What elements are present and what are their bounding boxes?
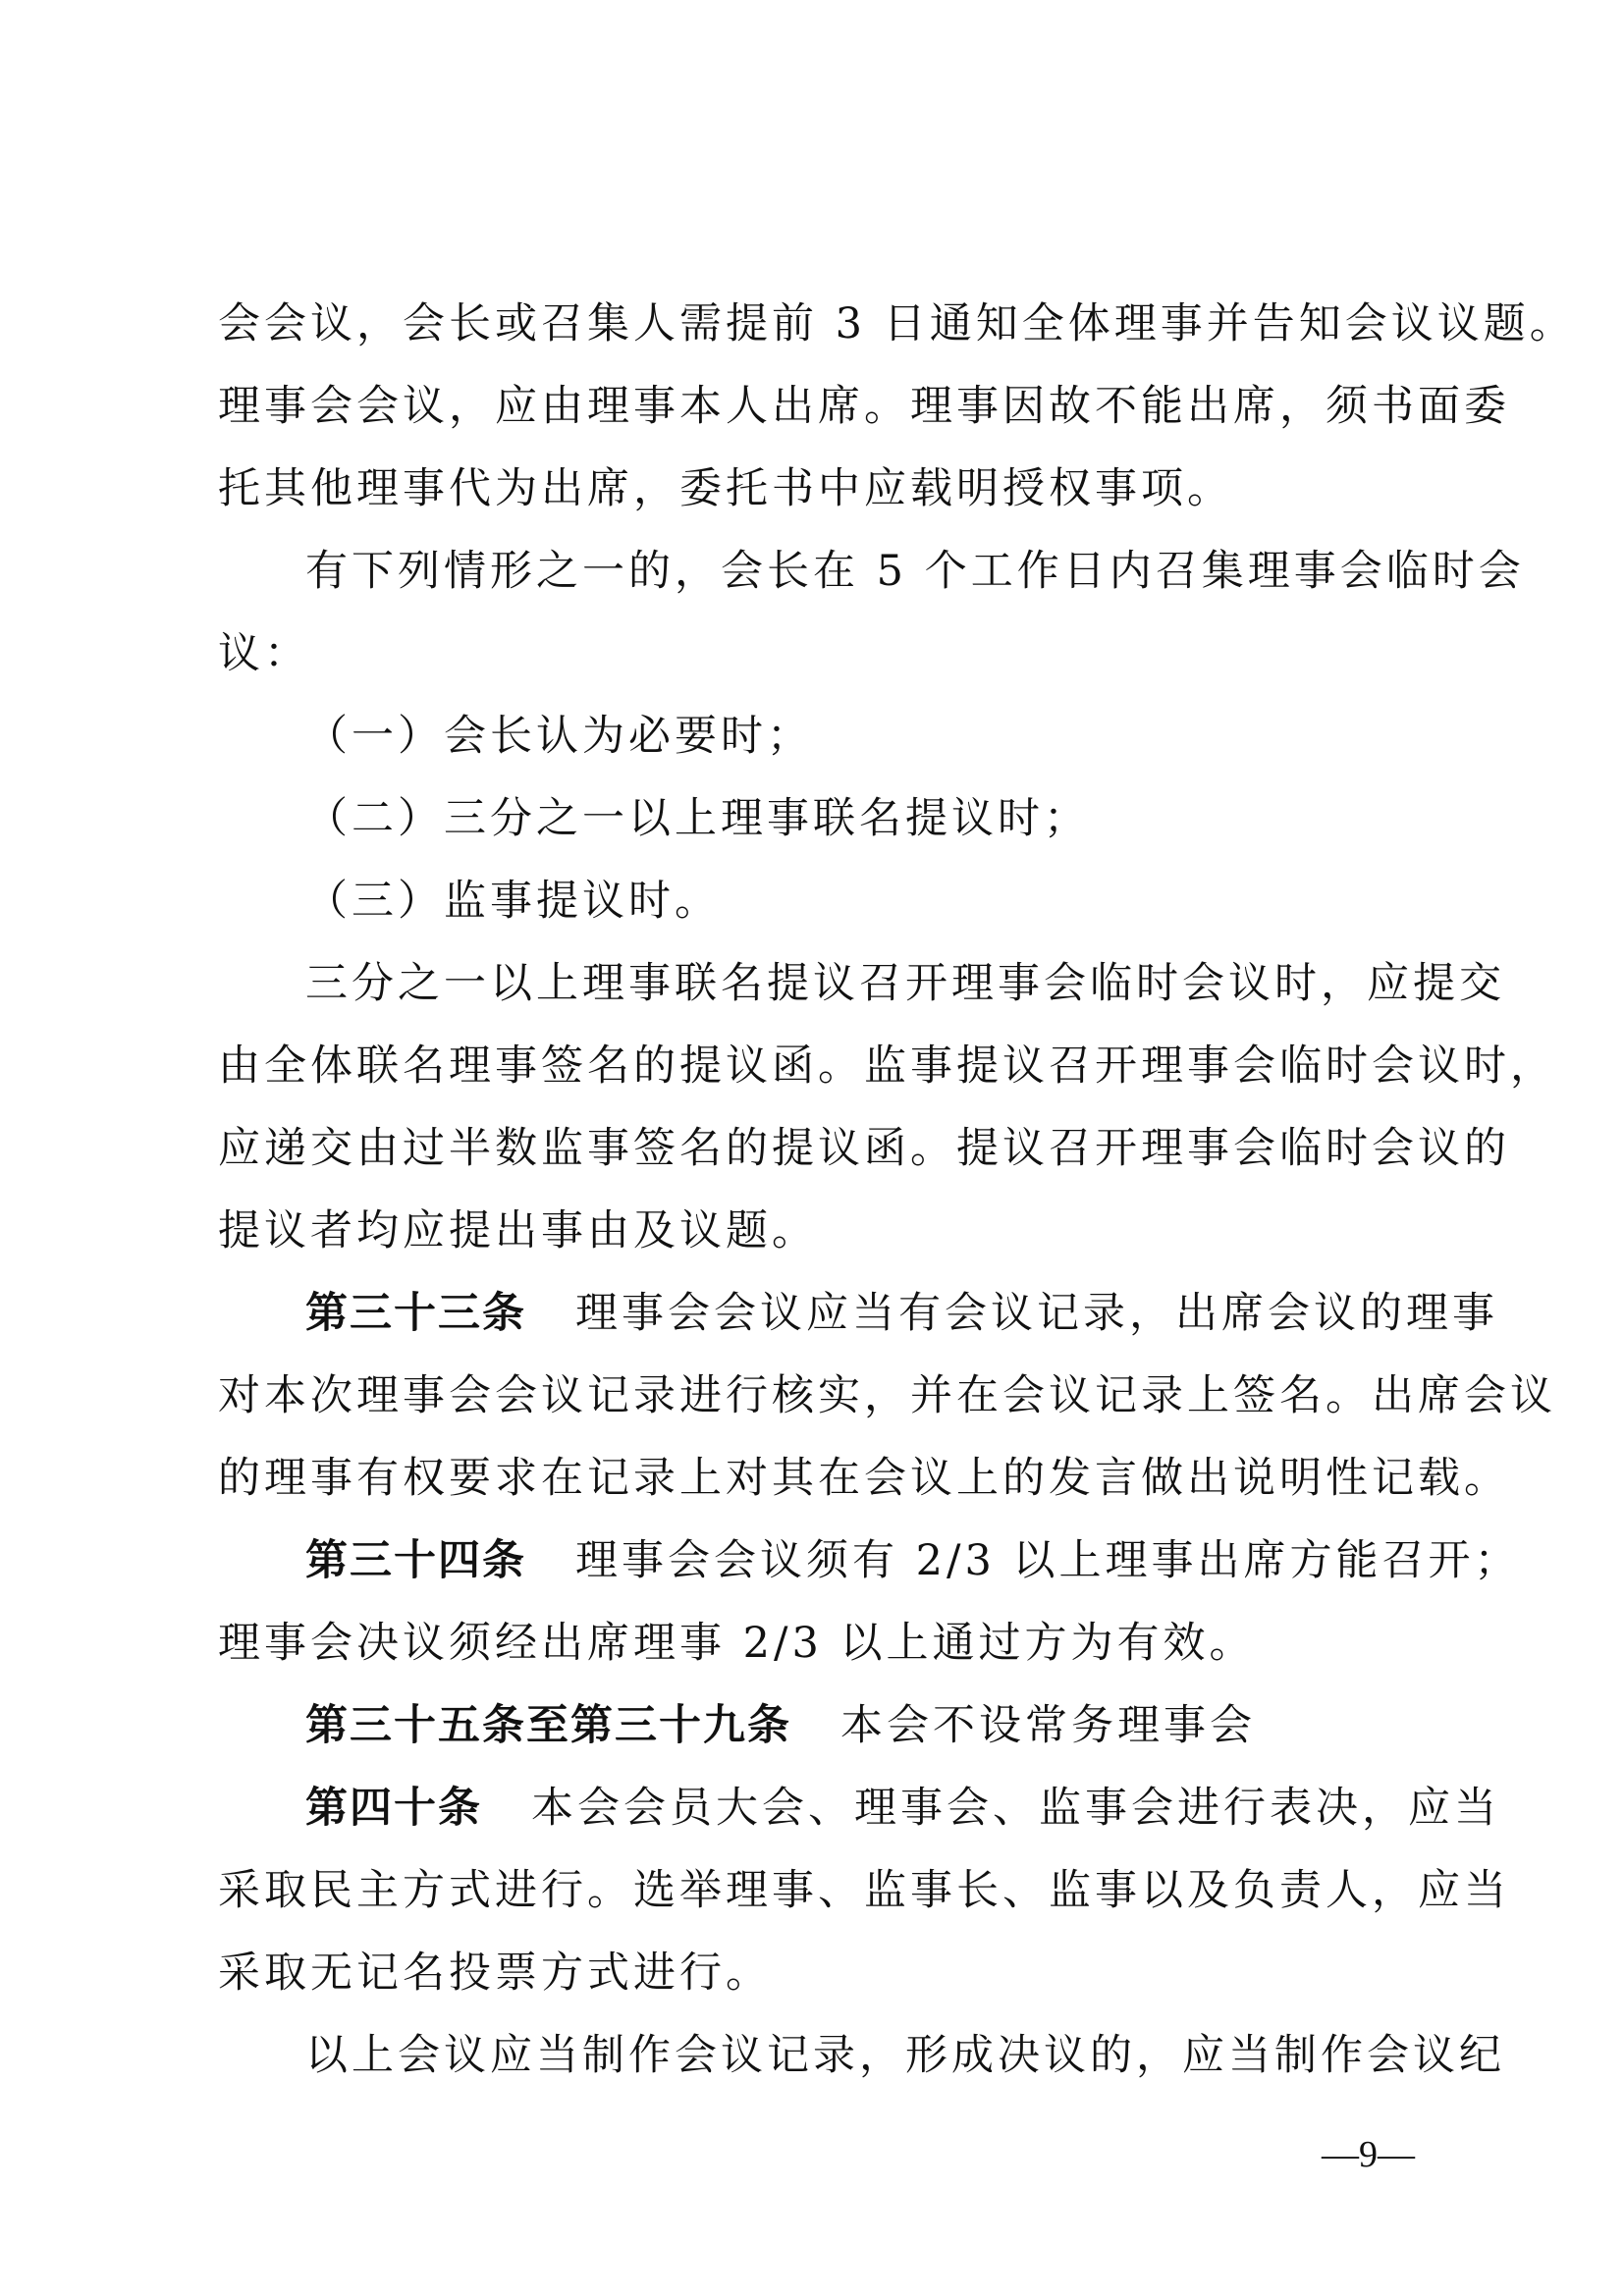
text-line: 理事会决议须经出席理事 2/3 以上通过方为有效。 — [218, 1619, 1256, 1668]
article-40-title: 第四十条 — [305, 1784, 482, 1833]
text-line: 以上会议应当制作会议记录，形成决议的，应当制作会议纪 — [305, 2031, 1505, 2080]
article-33-text: 理事会会议应当有会议记录，出席会议的理事 — [575, 1289, 1498, 1338]
text-line: 托其他理事代为出席，委托书中应载明授权事项。 — [218, 464, 1233, 513]
text-line: 会会议，会长或召集人需提前 3 日通知全体理事并告知会议议题。 — [218, 299, 1576, 348]
text-line: 采取无记名投票方式进行。 — [218, 1949, 772, 1998]
text-line: 理事会会议，应由理事本人出席。理事因故不能出席，须书面委 — [218, 382, 1510, 431]
list-item: （一）会长认为必要时； — [305, 712, 813, 761]
article-34-line — [305, 1531, 1523, 1590]
article-35-39-text: 本会不设常务理事会 — [840, 1701, 1256, 1750]
article-34-title: 第三十四条 — [305, 1536, 526, 1585]
text-line: 应递交由过半数监事签名的提议函。提议召开理事会临时会议的 — [218, 1124, 1510, 1173]
text-line: 采取民主方式进行。选举理事、监事长、监事以及负责人，应当 — [218, 1866, 1510, 1915]
article-35-39-title: 第三十五条至第三十九条 — [305, 1701, 791, 1750]
page-number: —9— — [1322, 2134, 1415, 2175]
article-35-39-line — [305, 1696, 1523, 1755]
text-line: 有下列情形之一的，会长在 5 个工作日内召集理事会临时会 — [305, 547, 1525, 596]
text-line: 对本次理事会会议记录进行核实，并在会议记录上签名。出席会议 — [218, 1371, 1556, 1420]
list-item: （二）三分之一以上理事联名提议时； — [305, 794, 1090, 843]
article-40-line — [305, 1779, 1523, 1838]
text-line: 三分之一以上理事联名提议召开理事会临时会议时，应提交 — [305, 959, 1505, 1008]
article-34-text: 理事会会议须有 2/3 以上理事出席方能召开； — [575, 1536, 1521, 1585]
text-line: 的理事有权要求在记录上对其在会议上的发言做出说明性记载。 — [218, 1454, 1510, 1503]
text-line: 由全体联名理事签名的提议函。监事提议召开理事会临时会议时， — [218, 1041, 1556, 1091]
article-33-line — [305, 1284, 1523, 1343]
article-40-text: 本会会员大会、理事会、监事会进行表决，应当 — [531, 1784, 1500, 1833]
list-item: （三）监事提议时。 — [305, 877, 721, 926]
text-line: 提议者均应提出事由及议题。 — [218, 1206, 818, 1255]
text-line: 议： — [218, 629, 310, 678]
article-33-title: 第三十三条 — [305, 1289, 526, 1338]
